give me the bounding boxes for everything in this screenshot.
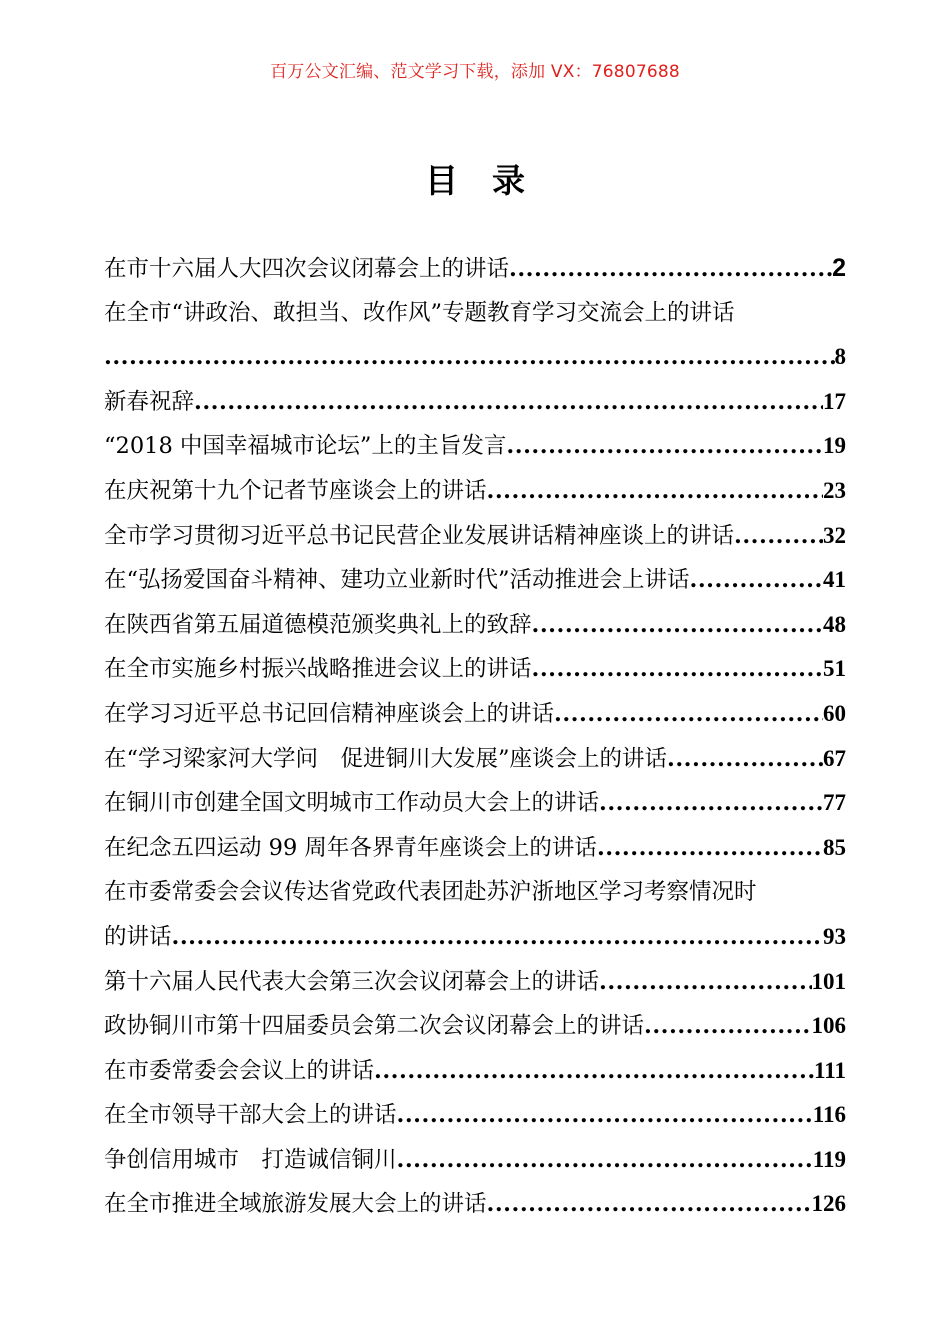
toc-page-number: 17 <box>823 388 846 414</box>
toc-entry-title: 在全市实施乡村振兴战略推进会议上的讲话 <box>104 656 532 683</box>
toc-leader-dots <box>644 1004 811 1049</box>
toc-entry[interactable] <box>104 424 846 469</box>
toc-entry[interactable] <box>104 1004 846 1049</box>
toc-entry-title: 在学习习近平总书记回信精神座谈会上的讲话 <box>104 700 555 727</box>
toc-entry-title: 在“学习梁家河大学问 促进铜川大发展”座谈会上的讲话 <box>104 745 668 772</box>
toc-entry[interactable] <box>104 781 846 826</box>
toc-entry-title: 在市委常委会会议传达省党政代表团赴苏沪浙地区学习考察情况时 <box>104 879 757 906</box>
toc-entry[interactable] <box>104 1093 846 1138</box>
toc-entry[interactable] <box>104 558 846 603</box>
toc-page-number: 8 <box>834 344 846 370</box>
toc-page-number: 41 <box>823 567 846 593</box>
toc-page-number: 101 <box>811 968 846 994</box>
toc-page-number: 116 <box>812 1102 846 1128</box>
toc-page-number: 19 <box>823 433 846 459</box>
toc-leader-dots <box>104 335 835 380</box>
toc-entry[interactable] <box>104 870 846 959</box>
toc-entry[interactable] <box>104 291 846 380</box>
toc-entry-title: 在“弘扬爱国奋斗精神、建功立业新时代”活动推进会上讲话 <box>104 567 690 594</box>
toc-page-number: 119 <box>812 1146 846 1172</box>
toc-leader-dots <box>487 1182 812 1227</box>
toc-entry-title: 在市十六届人大四次会议闭幕会上的讲话 <box>104 256 510 282</box>
toc-entry-title: 在铜川市创建全国文明城市工作动员大会上的讲话 <box>104 790 600 817</box>
toc-page-number: 23 <box>823 477 846 503</box>
toc-entry-title: 在陕西省第五届道德模范颁奖典礼上的致辞 <box>104 611 532 638</box>
toc-entry[interactable] <box>104 960 846 1005</box>
toc-entry[interactable] <box>104 647 846 692</box>
toc-leader-dots <box>506 424 823 469</box>
document-title: 目录 <box>425 161 559 200</box>
toc-page-number: 32 <box>823 522 846 548</box>
toc-leader-dots <box>734 514 823 559</box>
toc-entry-title: 政协铜川市第十四届委员会第二次会议闭幕会上的讲话 <box>104 1013 645 1040</box>
toc-entry[interactable] <box>104 1049 846 1094</box>
toc-entry[interactable] <box>104 692 846 737</box>
toc-page-number: 85 <box>823 834 846 860</box>
header-watermark-note: 百万公文汇编、范文学习下载，添加 VX：76807688 <box>270 62 680 82</box>
toc-page-number: 77 <box>823 790 846 816</box>
toc-page-number: 126 <box>811 1191 846 1217</box>
toc-page-number: 51 <box>823 656 846 682</box>
toc-leader-dots <box>532 603 823 648</box>
toc-leader-dots <box>194 380 823 425</box>
toc-leader-dots <box>599 960 811 1005</box>
toc-leader-dots <box>554 692 823 737</box>
toc-entry[interactable] <box>104 826 846 871</box>
toc-page-number: 60 <box>823 700 846 726</box>
toc-entry[interactable] <box>104 1138 846 1183</box>
toc-entry-title: 在庆祝第十九个记者节座谈会上的讲话 <box>104 477 487 504</box>
toc-leader-dots <box>690 558 823 603</box>
toc-entry[interactable] <box>104 514 846 559</box>
toc-leader-dots <box>597 826 823 871</box>
toc-entry-title: “2018 中国幸福城市论坛”上的主旨发言 <box>104 433 507 460</box>
toc-entry[interactable] <box>104 603 846 648</box>
toc-leader-dots <box>532 647 823 692</box>
toc-page-number: 93 <box>823 923 846 949</box>
toc-leader-dots <box>667 737 823 782</box>
toc-page-number: 48 <box>823 611 846 637</box>
toc-leader-dots <box>599 781 823 826</box>
toc-entry-title-continued: 的讲话 <box>104 923 172 950</box>
toc-entry-title: 在全市推进全域旅游发展大会上的讲话 <box>104 1191 487 1218</box>
toc-entry[interactable] <box>104 1182 846 1227</box>
toc-entry[interactable] <box>104 246 846 291</box>
toc-leader-dots <box>374 1049 814 1094</box>
toc-entry[interactable] <box>104 737 846 782</box>
toc-entry-title: 在全市领导干部大会上的讲话 <box>104 1102 397 1129</box>
toc-entry-title: 全市学习贯彻习近平总书记民营企业发展讲话精神座谈上的讲话 <box>104 522 735 549</box>
toc-leader-dots <box>397 1093 813 1138</box>
toc-entry-title: 在市委常委会会议上的讲话 <box>104 1057 375 1084</box>
toc-entry-title: 新春祝辞 <box>104 388 195 415</box>
toc-leader-dots <box>487 469 823 514</box>
table-of-contents <box>104 246 846 1227</box>
toc-leader-dots <box>509 247 832 291</box>
toc-leader-dots <box>172 915 823 960</box>
toc-entry[interactable] <box>104 469 846 514</box>
toc-entry[interactable] <box>104 380 846 425</box>
toc-entry-title: 第十六届人民代表大会第三次会议闭幕会上的讲话 <box>104 968 600 995</box>
toc-page-number: 106 <box>811 1013 846 1039</box>
toc-entry-title: 在全市“讲政治、敢担当、改作风”专题教育学习交流会上的讲话 <box>104 299 735 326</box>
toc-page-number: 2 <box>832 254 846 282</box>
toc-leader-dots <box>397 1138 813 1183</box>
toc-page-number: 111 <box>814 1057 846 1083</box>
toc-page-number: 67 <box>823 745 846 771</box>
toc-entry-title: 在纪念五四运动 99 周年各界青年座谈会上的讲话 <box>104 834 597 861</box>
toc-entry-title: 争创信用城市 打造诚信铜川 <box>104 1146 397 1173</box>
